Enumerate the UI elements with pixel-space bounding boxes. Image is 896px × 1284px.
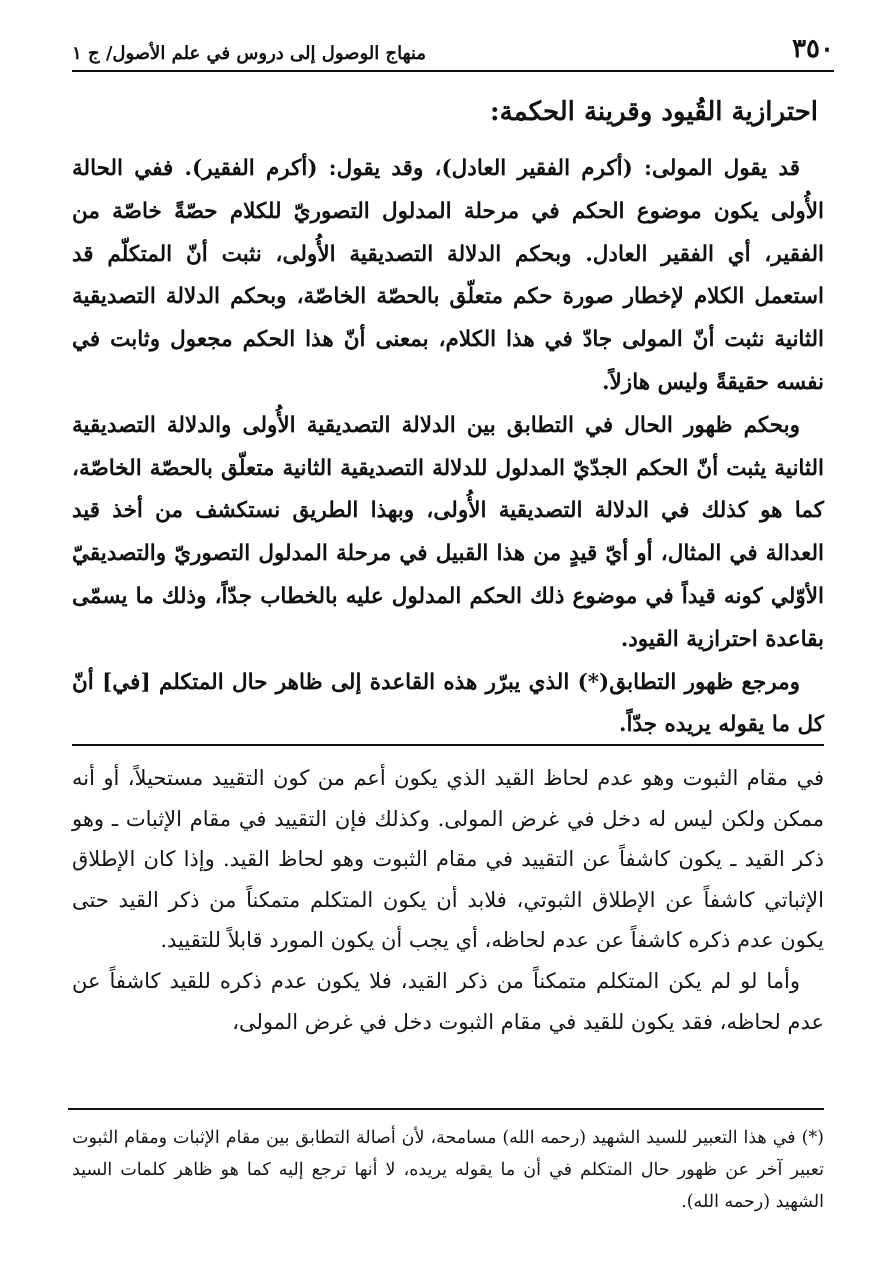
- commentary-paragraph: في مقام الثبوت وهو عدم لحاظ القيد الذي يكون أعم من كون التقييد مستحيلاً، أو أنه ممكن ولكن ليس له دخل في غرض المولى. وكذلك فإن التقييد في مقام الإثبات ـ وهو ذكر القيد ـ يكون كاشفاً عن التقييد في مقام الثبوت وهو لحاظ القيد. وإذا كان الإطلاق الإثباتي كاشفاً عن الإطلاق الثبوتي، فلابد أن يكون المتكلم متمكناً من ذكر القيد حتى يكون عدم ذكره كاشفاً عن عدم لحاظه، أي يجب أن يكون المورد قابلاً للتقييد.: [72, 766, 824, 953]
- commentary-paragraph: وأما لو لم يكن المتكلم متمكناً من ذكر القيد، فلا يكون عدم ذكره للقيد كاشفاً عن عدم لحاظه، فقد يكون للقيد في مقام الثبوت دخل في غرض المولى،: [72, 968, 824, 1034]
- footnote-text: (*) في هذا التعبير للسيد الشهيد (رحمه الله) مسامحة، لأن أصالة التطابق بين مقام الإثبات ومقام الثبوت تعبير آخر عن ظهور حال المتكلم في أن ما يقوله يريده، لا أنها ترجع إليه كما هو ظاهر كلمات السيد الشهيد (رحمه الله).: [72, 1128, 824, 1212]
- footnote: [72, 1122, 824, 1218]
- main-divider: [72, 744, 824, 746]
- running-title: منهاج الوصول إلى دروس في علم الأصول/ ج ١: [72, 43, 426, 64]
- section-heading: احترازية القُيود وقرينة الحكمة:: [490, 97, 818, 127]
- main-paragraph: وبحكم ظهور الحال في التطابق بين الدلالة التصديقية الأُولى والدلالة التصديقية الثانية يثبت أنّ الحكم الجدّيّ المدلول للدلالة التصديقية الثانية متعلّق بالحصّة الخاصّة، كما هو كذلك في الدلالة التصديقية الأُولى، وبهذا الطريق نستكشف من أخذ قيد العدالة في المثال، أو أيّ قيدٍ من هذا القبيل في مرحلة المدلول التصوريّ والتصديقيّ الأوّلي كونه قيداً في موضوع ذلك الحكم المدلول عليه بالخطاب جدّاً، وذلك ما يسمّى بقاعدة احترازية القيود.: [72, 412, 824, 652]
- page-header: [72, 28, 834, 72]
- main-paragraph: قد يقول المولى: (أكرم الفقير العادل)، وقد يقول: (أكرم الفقير). ففي الحالة الأُولى يكون موضوع الحكم في مرحلة المدلول التصوريّ للكلام حصّةً خاصّة من الفقير، أي الفقير العادل. وبحكم الدلالة التصديقية الأُولى، نثبت أنّ المتكلّم قد استعمل الكلام لإخطار صورة حكم متعلّق بالحصّة الخاصّة، وبحكم الدلالة التصديقية الثانية نثبت أنّ المولى جادّ في هذا الكلام، بمعنى أنّ هذا الحكم مجعول وثابت في نفسه حقيقةً وليس هازلاً.: [72, 156, 824, 395]
- footnote-divider: [68, 1108, 824, 1110]
- main-paragraph: ومرجع ظهور التطابق(*) الذي يبرّر هذه القاعدة إلى ظاهر حال المتكلم [في] أنّ كل ما يقوله يريده جدّاً.: [72, 669, 824, 738]
- page-number: ٣٥٠: [792, 34, 834, 64]
- main-text: [72, 148, 824, 747]
- commentary-text: [72, 758, 824, 1042]
